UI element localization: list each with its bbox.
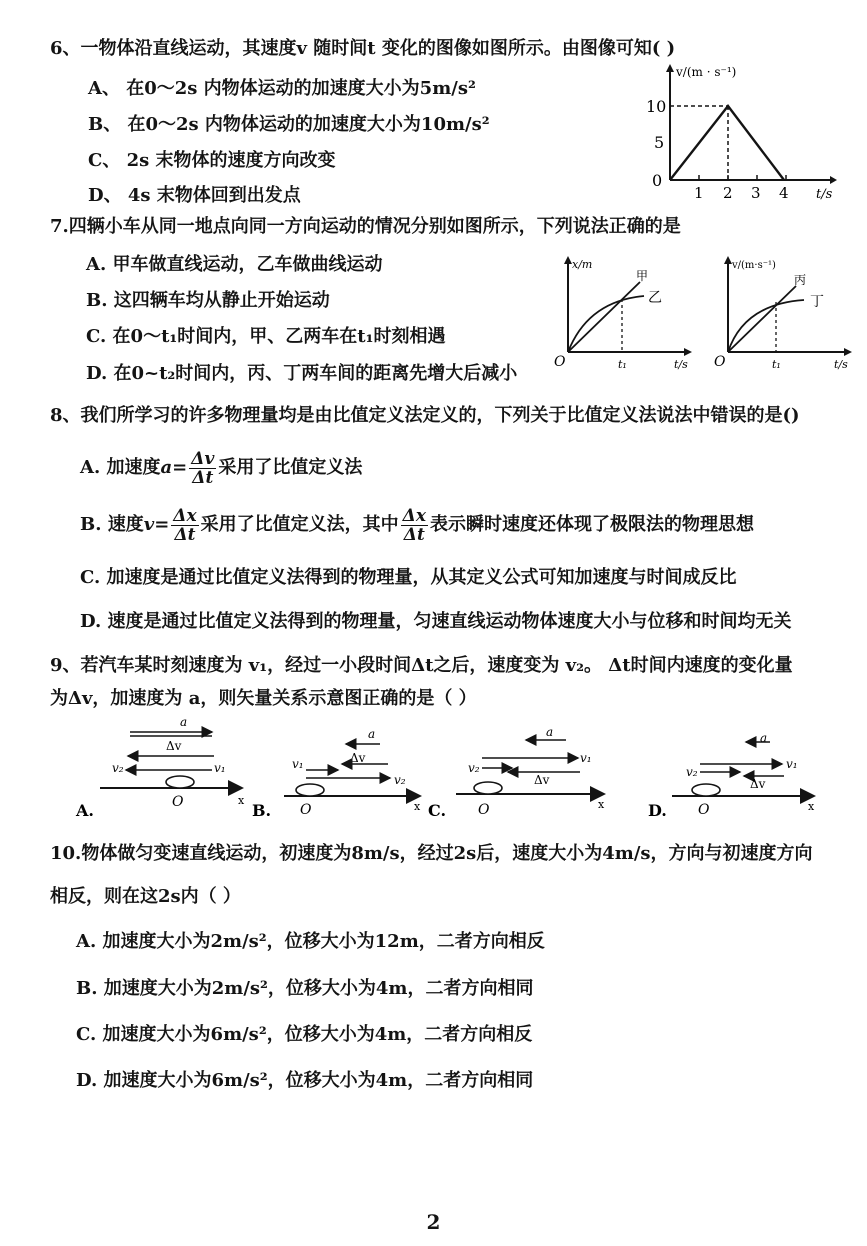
q7-vt-graph — [708, 256, 858, 376]
q7-option-c: C. 在0～t₁时间内，甲、乙两车在t₁时刻相遇 — [86, 326, 446, 347]
q8-option-a — [80, 446, 362, 490]
q10-option-b: B. 加速度大小为2m/s²，位移大小为4m，二者方向相同 — [76, 978, 534, 999]
q9-diagrams — [0, 712, 867, 822]
q6-option-b: B、 在0～2s 内物体运动的加速度大小为10m/s² — [88, 114, 490, 135]
q9-c-label-v1: v₁ — [580, 751, 592, 765]
q7-stem: 7.四辆小车从同一地点向同一方向运动的情况分别如图所示，下列说法正确的是 — [50, 216, 681, 237]
q8-b-den2: Δt — [403, 524, 425, 545]
q8-option-b — [80, 503, 754, 547]
q9-choice-a: A. — [76, 801, 94, 820]
q9-a-label-o: O — [172, 794, 184, 810]
q9-c-label-o: O — [478, 802, 490, 818]
q9-diagram-c — [428, 725, 605, 820]
q9-b-label-a: a — [368, 727, 376, 741]
q9-line2: 为Δv，加速度为 a，则矢量关系示意图正确的是（ ） — [50, 688, 477, 709]
q8-stem: 8、我们所学习的许多物理量均是由比值定义法定义的，下列关于比值定义法说法中错误的是() — [50, 405, 800, 426]
q7-option-a: A. 甲车做直线运动，乙车做曲线运动 — [86, 254, 383, 275]
q10-option-c: C. 加速度大小为6m/s²，位移大小为4m，二者方向相反 — [76, 1024, 533, 1045]
page-number: 2 — [426, 1210, 441, 1234]
q9-d-label-o: O — [698, 802, 710, 818]
q9-b-label-v2: v₂ — [394, 773, 406, 787]
q6-xtick-4: 4 — [779, 184, 789, 202]
q8-a-var: a= — [160, 457, 188, 478]
q10-option-d: D. 加速度大小为6m/s²，位移大小为4m，二者方向相同 — [76, 1070, 534, 1091]
q7-g1-label-yi: 乙 — [648, 290, 662, 306]
q8-b-mid: 采用了比值定义法，其中 — [200, 514, 399, 535]
q9-c-label-a: a — [546, 725, 554, 739]
q8-b-var: v= — [143, 514, 170, 535]
q9-diagram-b — [252, 727, 421, 820]
q7-g2-label-bing: 丙 — [794, 273, 807, 287]
q6-option-a: A、 在0～2s 内物体运动的加速度大小为5m/s² — [88, 78, 476, 99]
q9-d-label-x: x — [808, 800, 815, 813]
q7-g2-tick: t₁ — [772, 358, 781, 371]
q7-g2-origin: O — [714, 354, 726, 370]
q7-g2-curve-ding — [728, 300, 804, 352]
q9-c-label-dv: Δv — [534, 773, 550, 787]
q7-g2-line-bing — [728, 286, 796, 352]
q7-g1-origin: O — [554, 354, 566, 370]
q9-diagram-a — [75, 715, 245, 820]
q8-b-num2: Δx — [402, 505, 426, 526]
q6-stem: 6、一物体沿直线运动，其速度v 随时间t 变化的图像如图所示。由图像可知( ) — [50, 38, 676, 59]
q8-a-prefix: A. 加速度 — [80, 457, 161, 478]
q8-b-fraction — [171, 507, 198, 544]
q9-d-label-v2: v₂ — [686, 765, 698, 779]
q9-a-label-x: x — [238, 794, 245, 807]
q8-b-num: Δx — [173, 505, 197, 526]
q9-a-label-v2: v₂ — [112, 761, 124, 775]
q6-option-c: C、 2s 末物体的速度方向改变 — [88, 150, 336, 171]
q9-c-label-v2: v₂ — [468, 761, 480, 775]
q8-option-c: C. 加速度是通过比值定义法得到的物理量，从其定义公式可知加速度与时间成反比 — [80, 567, 737, 588]
q8-a-num: Δv — [191, 448, 215, 469]
q7-xt-graph — [548, 256, 698, 376]
q8-b-den: Δt — [174, 524, 196, 545]
q7-g2-xlabel: t/s — [834, 358, 848, 371]
q6-graph-origin: 0 — [652, 171, 663, 190]
q6-ytick-10: 10 — [646, 97, 667, 116]
q7-g1-line-jia — [568, 282, 640, 352]
q6-vt-graph — [640, 60, 840, 210]
q9-c-label-x: x — [598, 798, 605, 811]
q9-choice-c: C. — [428, 801, 447, 820]
q8-b-fraction-2 — [401, 507, 428, 544]
q6-xtick-1: 1 — [694, 184, 704, 202]
q6-ytick-5: 5 — [654, 133, 665, 152]
q9-b-label-x: x — [414, 800, 421, 813]
q7-option-b: B. 这四辆车均从静止开始运动 — [86, 290, 330, 311]
q7-option-d: D. 在0~t₂时间内，丙、丁两车间的距离先增大后减小 — [86, 363, 518, 384]
q7-g1-ylabel: x/m — [572, 258, 593, 271]
q9-d-car — [692, 784, 720, 796]
q6-xtick-3: 3 — [751, 184, 761, 202]
q8-a-fraction — [189, 450, 216, 487]
q9-c-car — [474, 782, 502, 794]
q9-d-label-v1: v₁ — [786, 757, 798, 771]
q6-xtick-2: 2 — [723, 184, 733, 202]
q9-a-label-dv: Δv — [166, 739, 182, 753]
q9-diagram-d — [648, 731, 815, 820]
q6-vt-line — [670, 106, 784, 180]
q9-a-car — [166, 776, 194, 788]
q7-g1-label-jia: 甲 — [636, 269, 649, 283]
q9-a-label-v1: v₁ — [214, 761, 226, 775]
q7-g2-ylabel: v/(m·s⁻¹) — [732, 260, 776, 271]
q8-b-prefix: B. 速度 — [80, 514, 144, 535]
q8-a-suffix: 采用了比值定义法 — [218, 457, 363, 478]
q8-b-suffix: 表示瞬时速度还体现了极限法的物理思想 — [429, 514, 754, 535]
q10-line2: 相反，则在这2s内（ ） — [50, 886, 241, 907]
q9-b-car — [296, 784, 324, 796]
q7-g1-xlabel: t/s — [674, 358, 688, 371]
q9-d-label-dv: Δv — [750, 777, 766, 791]
q7-g1-curve-yi — [568, 296, 644, 352]
q10-line1: 10.物体做匀变速直线运动，初速度为8m/s，经过2s后，速度大小为4m/s，方向与初速度方向 — [50, 843, 813, 864]
q6-graph-ylabel: v/(m · s⁻¹) — [676, 65, 737, 79]
q9-line1: 9、若汽车某时刻速度为 v₁，经过一小段时间Δt之后，速度变为 v₂。 Δt时间内速度的变化量 — [50, 655, 793, 676]
q7-g1-tick: t₁ — [618, 358, 627, 371]
q9-choice-d: D. — [648, 801, 667, 820]
q7-g2-label-ding: 丁 — [810, 294, 824, 310]
q9-choice-b: B. — [252, 801, 272, 820]
q9-a-label-a: a — [180, 715, 188, 729]
q9-d-label-a: a — [760, 731, 768, 745]
q9-b-label-o: O — [300, 802, 312, 818]
q6-graph-xlabel: t/s — [816, 187, 833, 202]
q10-option-a: A. 加速度大小为2m/s²，位移大小为12m，二者方向相反 — [76, 931, 545, 952]
q8-option-d: D. 速度是通过比值定义法得到的物理量，匀速直线运动物体速度大小与位移和时间均无关 — [80, 611, 792, 632]
q9-b-label-dv: Δv — [350, 751, 366, 765]
q9-b-label-v1: v₁ — [292, 757, 304, 771]
q6-option-d: D、 4s 末物体回到出发点 — [88, 185, 301, 206]
q8-a-den: Δt — [192, 467, 214, 488]
